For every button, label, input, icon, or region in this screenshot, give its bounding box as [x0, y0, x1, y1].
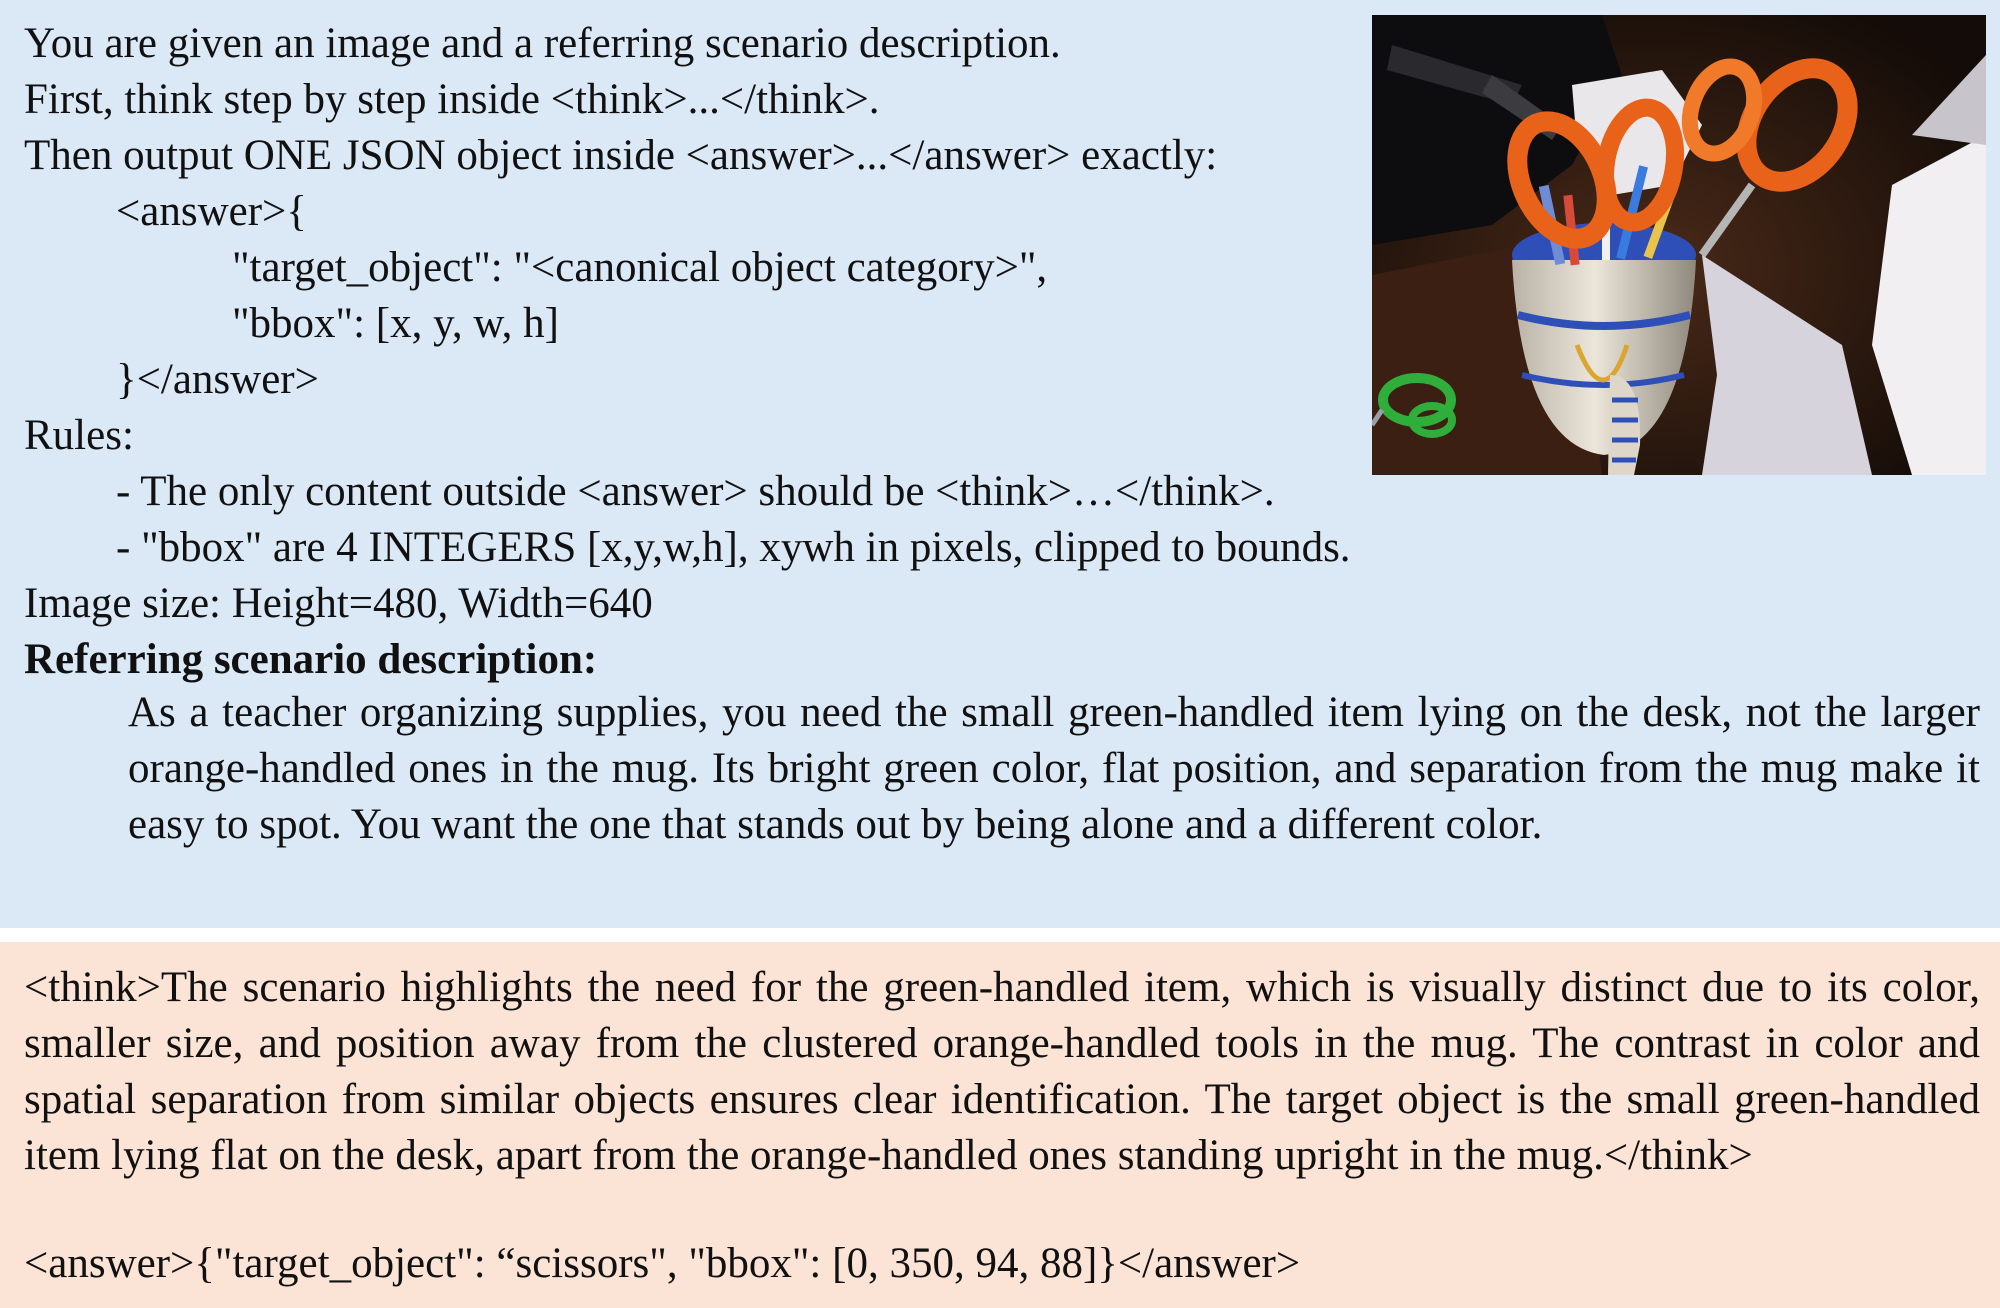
- intro-line-3: Then output ONE JSON object inside <answer>...</answer> exactly:: [24, 132, 1218, 179]
- think-text: <think>The scenario highlights the need for the green-handled item, which is visually distinct due to its color, smaller size, and position away from the clustered orange-handled tools in the mug. The contrast in color and spatial separation from similar objects ensures clear identification. The target object is the small green-handled item lying flat on the desk, apart from the orange-handled ones standing upright in the mug.</think>: [24, 964, 1980, 1179]
- scenario-heading: Referring scenario description:: [24, 636, 598, 683]
- rule-item: - "bbox" are 4 INTEGERS [x,y,w,h], xywh in pixels, clipped to bounds.: [116, 524, 1351, 571]
- intro-line-1: You are given an image and a referring scenario description.: [24, 20, 1061, 67]
- scenario-text: As a teacher organizing supplies, you need the small green-handled item lying on the desk, not the larger orange-handled ones in the mug. Its bright green color, flat position, and separation from the mug make it easy to spot. You want the one that stands out by being alone and a different color.: [128, 689, 1980, 848]
- scene-photo: [1372, 15, 1986, 475]
- intro-line-2: First, think step by step inside <think>...</think>.: [24, 76, 880, 123]
- answer-text: <answer>{"target_object": “scissors", "bbox": [0, 350, 94, 88]}</answer>: [24, 1240, 1301, 1287]
- template-target-object: "target_object": "<canonical object category>",: [232, 244, 1048, 291]
- template-close: }</answer>: [116, 356, 319, 403]
- rule-item: - The only content outside <answer> should be <think>…</think>.: [116, 468, 1275, 515]
- template-open: <answer>{: [116, 188, 307, 235]
- image-size-line: Image size: Height=480, Width=640: [24, 580, 653, 627]
- template-bbox: "bbox": [x, y, w, h]: [232, 300, 559, 347]
- rules-heading: Rules:: [24, 412, 134, 459]
